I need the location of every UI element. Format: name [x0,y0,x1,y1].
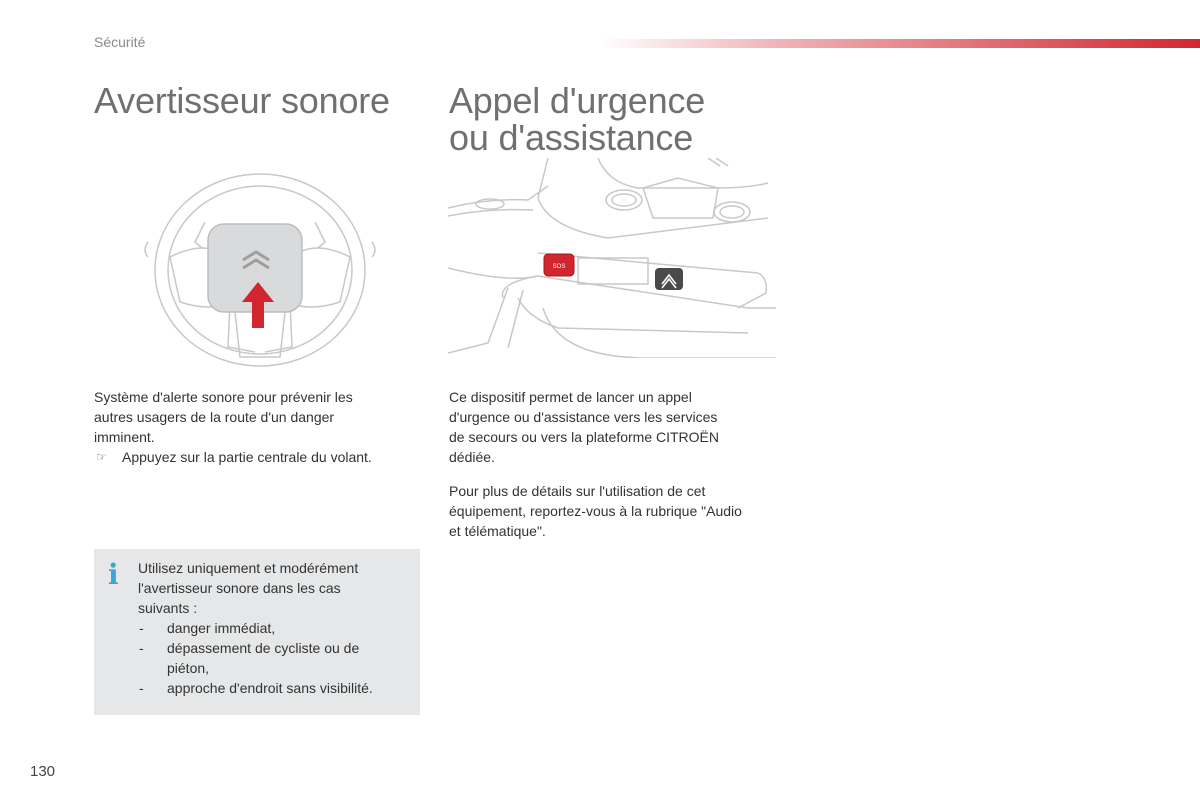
pointing-hand-icon: ☞ [96,450,107,464]
emergency-reference-line: Pour plus de détails sur l'utilisation de cet [449,483,706,499]
horn-paragraph-line: imminent. [94,429,155,445]
horn-paragraph-line: autres usagers de la route d'un danger [94,409,335,425]
emergency-description [449,387,779,541]
horn-description [94,387,404,467]
emergency-paragraph-line: dédiée. [449,449,495,465]
emergency-reference-line: et télématique". [449,523,546,539]
page-number: 130 [30,763,56,780]
emergency-paragraph [449,387,779,467]
info-intro-line: l'avertisseur sonore dans les cas [138,580,341,596]
info-box [94,549,420,715]
emergency-call-title [449,82,705,156]
info-item-text: approche d'endroit sans visibilité. [167,680,373,696]
info-list-item: - approche d'endroit sans visibilité. [138,678,408,698]
svg-text:SOS: SOS [552,264,566,270]
horn-paragraph-line: Système d'alerte sonore pour prévenir les [94,389,353,405]
info-icon: i [108,558,119,591]
info-intro-line: suivants : [138,600,198,616]
overhead-console-illustration [448,158,776,358]
emergency-reference-paragraph [449,481,779,541]
info-list [138,618,408,698]
horn-instruction-text: Appuyez sur la partie centrale du volant. [122,449,372,465]
emergency-title-line: Appel d'urgence [449,80,706,121]
horn-instruction [94,447,404,467]
horn-title: Avertisseur sonore [94,80,390,121]
section-label: Sécurité [94,34,146,50]
steering-wheel-illustration [140,162,380,372]
emergency-paragraph-line: de secours ou vers la plateforme CITROËN [449,429,719,445]
header-accent-bar [600,39,1200,48]
emergency-paragraph-line: d'urgence ou d'assistance vers les services [449,409,718,425]
info-text [138,558,408,698]
emergency-paragraph-line: Ce dispositif permet de lancer un appel [449,389,692,405]
emergency-title-line: ou d'assistance [449,117,694,158]
info-item-text: piéton, [167,660,210,676]
emergency-reference-line: équipement, reportez-vous à la rubrique "Audio [449,503,742,519]
info-item-text: dépassement de cycliste ou de [167,640,360,656]
info-item-text: danger immédiat, [167,620,276,636]
info-list-item: - danger immédiat, [138,618,408,638]
info-intro-line: Utilisez uniquement et modérément [138,560,359,576]
info-list-item: - dépassement de cycliste ou de piéton, [138,638,408,678]
